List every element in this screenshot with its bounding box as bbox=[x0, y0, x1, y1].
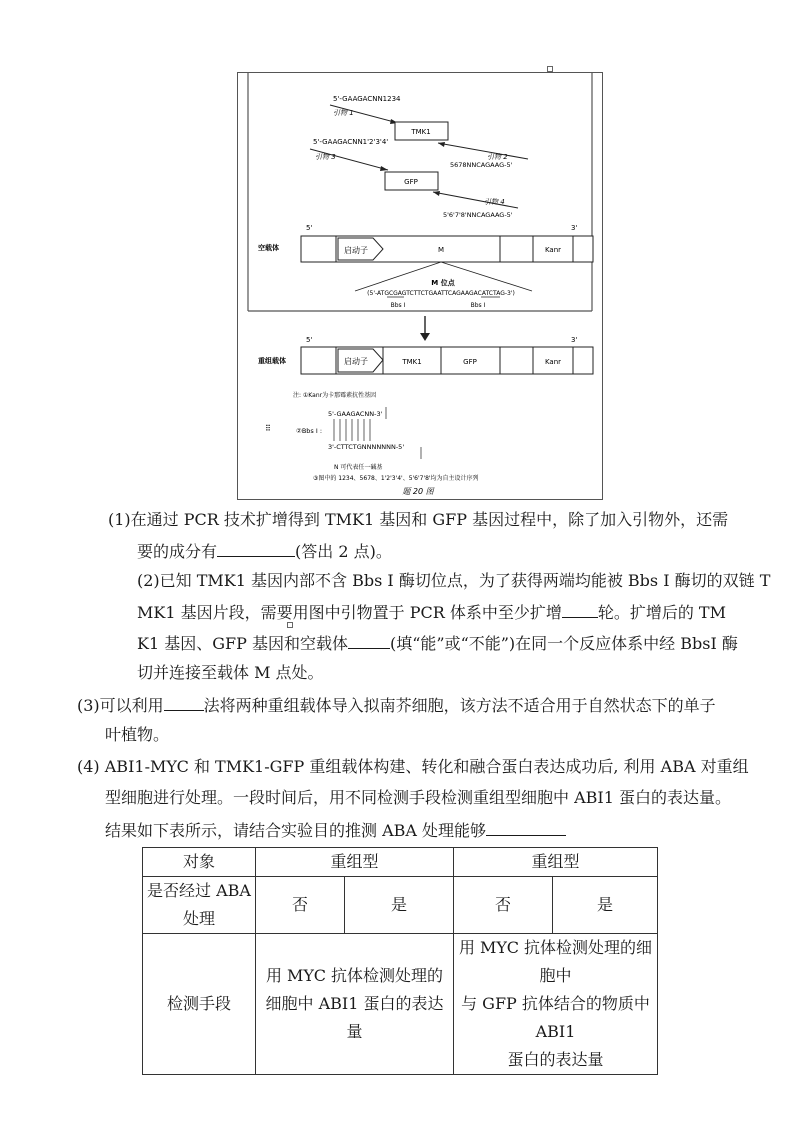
note2-label: ②Bbs Ⅰ : bbox=[296, 427, 323, 435]
cell-object-header: 对象 bbox=[143, 848, 256, 877]
primer3-seq: 5'-GAAGACNN1'2'3'4' bbox=[313, 138, 389, 146]
method2-line3: 蛋白的表达量 bbox=[507, 1050, 604, 1069]
note2-n: N 可代表任一碱基 bbox=[334, 464, 383, 471]
rec-promoter-label: 启动子 bbox=[344, 357, 368, 366]
note1: 注: ①Kanr为卡那霉素抗性基因 bbox=[293, 392, 377, 399]
rec-kan-label: Kanr bbox=[544, 358, 562, 366]
method1-line1: 用 MYC 抗体检测处理的 bbox=[265, 966, 444, 985]
q2-answer-blank-rounds[interactable] bbox=[562, 601, 598, 618]
note2-bottom: 3'-CTTCTGNNNNNNN-5' bbox=[328, 443, 405, 451]
q2-answer-blank-can[interactable] bbox=[348, 632, 390, 649]
rec-tmk1-label: TMK1 bbox=[402, 358, 422, 366]
table-row-header bbox=[143, 848, 658, 877]
q2-text-before-blank1: MK1 基因片段，需要用图中引物置于 PCR 体系中至少扩增 bbox=[137, 603, 562, 622]
empty-promoter-label: 启动子 bbox=[344, 246, 368, 255]
cell-group2-yes: 是 bbox=[553, 877, 658, 934]
cell-group2-no: 否 bbox=[454, 877, 553, 934]
gfp-label: GFP bbox=[404, 178, 418, 186]
empty-vector-5prime: 5' bbox=[306, 224, 313, 232]
m-mark: M bbox=[437, 246, 445, 254]
q4-text-before-blank: 结果如下表所示，请结合实验目的推测 ABA 处理能够 bbox=[105, 821, 487, 840]
q3-text-after-blank: 法将两种重组载体导入拟南芥细胞，该方法不适合用于自然状态下的单子 bbox=[203, 696, 716, 715]
q2-text-after-blank1: 轮。扩增后的 TM bbox=[597, 603, 726, 622]
aba-label-line1: 是否经过 ABA bbox=[147, 881, 251, 900]
method1-line2: 细胞中 ABI1 蛋白的表达 bbox=[265, 994, 444, 1013]
figure-caption: 题 20 图 bbox=[402, 487, 434, 496]
q3-answer-blank[interactable] bbox=[164, 694, 204, 711]
q3-line-a bbox=[77, 694, 716, 716]
method1-line3: 量 bbox=[346, 1022, 363, 1041]
q2-text-after-blank2: (填“能”或“不能”)在同一个反应体系中经 BbsI 酶 bbox=[389, 634, 738, 653]
primer3-label: 引物 3 bbox=[315, 153, 336, 161]
empty-kan-label: Kanr bbox=[544, 246, 562, 254]
table-row-aba bbox=[143, 877, 658, 934]
q1-text-after-blank: (答出 2 点)。 bbox=[295, 542, 392, 561]
bbs-right-label: Bbs Ⅰ bbox=[470, 302, 486, 309]
q1-line-b bbox=[137, 540, 392, 562]
aba-label-line2: 处理 bbox=[182, 909, 215, 928]
q1-answer-blank[interactable] bbox=[217, 540, 295, 557]
primer2-seq: 5678NNCAGAAG-5' bbox=[450, 161, 513, 169]
rec-gfp-label: GFP bbox=[463, 358, 477, 366]
cell-method2 bbox=[454, 934, 658, 1075]
m-site-line-left bbox=[355, 262, 441, 291]
m-site-title: M 位点 bbox=[431, 279, 455, 287]
rec-vector-label: 重组载体 bbox=[258, 357, 286, 365]
result-table bbox=[142, 847, 658, 1075]
primer2-arrow bbox=[438, 143, 528, 159]
primer4-label: 引物 4 bbox=[484, 198, 505, 206]
cell-method1 bbox=[256, 934, 454, 1075]
cell-method-label: 检测手段 bbox=[143, 934, 256, 1075]
q2-line-a: (2)已知 TMK1 基因内部不含 Bbs Ⅰ 酶切位点，为了获得两端均能被 Bbs Ⅰ 酶切的双链 T bbox=[137, 571, 771, 590]
q2-line-d: 切并连接至载体 M 点处。 bbox=[137, 663, 324, 682]
figure-panel bbox=[237, 72, 603, 500]
primer3-arrowhead bbox=[380, 166, 388, 171]
q4-line-b: 型细胞进行处理。一段时间后，用不同检测手段检测重组型细胞中 ABI1 蛋白的表达量。 bbox=[105, 788, 731, 807]
note-bullet: ⠿ bbox=[265, 424, 271, 433]
cell-group1-no: 否 bbox=[256, 877, 345, 934]
note3: ③图中的 1234、5678、1'2'3'4'、5'6'7'8'均为自主设计序列 bbox=[313, 475, 479, 482]
cell-aba-label bbox=[143, 877, 256, 934]
bbs-left-label: Bbs Ⅰ bbox=[390, 302, 406, 309]
cell-group2-header: 重组型 bbox=[454, 848, 658, 877]
q1-line-a: (1)在通过 PCR 技术扩增得到 TMK1 基因和 GFP 基因过程中，除了加入引物外，还需 bbox=[108, 510, 729, 529]
m-site-seq: (5'-ATGCGAGTCTTCTGAATTCAGAAGACATCTAG-3') bbox=[367, 290, 515, 297]
cell-group1-yes: 是 bbox=[345, 877, 454, 934]
primer4-arrow bbox=[433, 192, 518, 208]
primer1-label: 引物 1 bbox=[333, 109, 354, 117]
q1-text-before-blank: 要的成分有 bbox=[137, 542, 218, 561]
method2-line1: 用 MYC 抗体检测处理的细胞中 bbox=[458, 938, 653, 985]
method2-line2: 与 GFP 抗体结合的物质中 ABI1 bbox=[461, 994, 650, 1041]
q2-line-c bbox=[137, 632, 738, 654]
cloning-diagram bbox=[238, 73, 602, 499]
cell-group1-header: 重组型 bbox=[256, 848, 454, 877]
rec-vector-3prime: 3' bbox=[571, 336, 578, 344]
primer4-seq: 5'6'7'8'NNCAGAAG-5' bbox=[443, 211, 513, 219]
note2-top: 5'-GAAGACNN-3' bbox=[328, 410, 383, 418]
empty-vector-label: 空载体 bbox=[258, 244, 279, 252]
q2-text-before-blank2: K1 基因、GFP 基因和空载体 bbox=[137, 634, 348, 653]
primer2-label: 引物 2 bbox=[487, 153, 508, 161]
q4-line-a: (4) ABI1-MYC 和 TMK1-GFP 重组载体构建、转化和融合蛋白表达成功后, 利用 ABA 对重组 bbox=[77, 757, 749, 776]
empty-vector-3prime: 3' bbox=[571, 224, 578, 232]
table-row-method bbox=[143, 934, 658, 1075]
q3-line-b: 叶植物。 bbox=[105, 725, 170, 744]
rec-vector-5prime: 5' bbox=[306, 336, 313, 344]
down-arrow-head bbox=[420, 333, 430, 341]
q4-answer-blank[interactable] bbox=[486, 819, 566, 836]
q2-line-b bbox=[137, 601, 726, 623]
primer1-seq: 5'-GAAGACNN1234 bbox=[333, 95, 401, 103]
q4-line-c bbox=[105, 819, 566, 841]
tmk1-label: TMK1 bbox=[411, 128, 431, 136]
q3-text-before-blank: (3)可以利用 bbox=[77, 696, 164, 715]
